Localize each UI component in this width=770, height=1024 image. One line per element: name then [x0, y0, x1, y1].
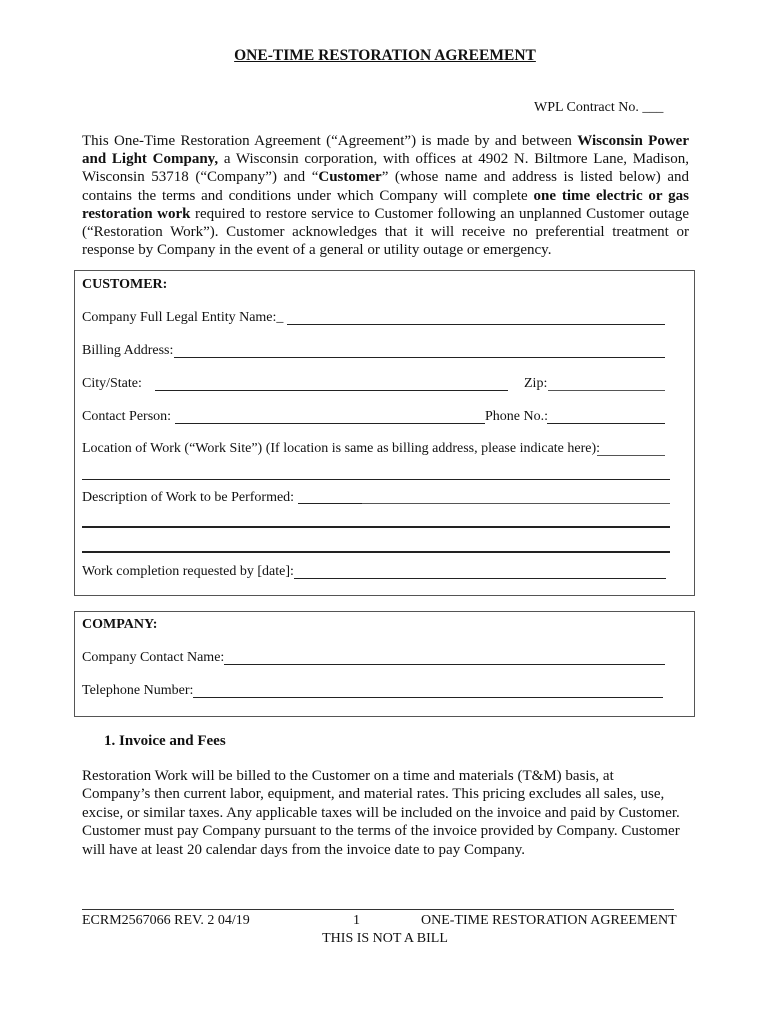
zip-label: Zip:	[524, 376, 548, 391]
intro-bold-text: Wisconsin Power and Light Company,	[82, 133, 689, 168]
section-1-body: Restoration Work will be billed to the Customer on a time and materials (T&M) basis, at Company’s then current labor, equipment, and material rates. This pricing excludes all sales, use, excise, or similar taxes. Any applicable taxes will be included on the invoice and paid by Customer. Customer must pay Company pursuant to the terms of the invoice provided by Company. Customer will have at least 20 calendar days from the invoice date to pay Company.	[82, 768, 680, 858]
contact-person-field[interactable]	[175, 423, 485, 424]
company-contact-field[interactable]	[224, 664, 665, 665]
footer-bill-notice: THIS IS NOT A BILL	[322, 931, 448, 946]
description-label: Description of Work to be Performed:	[82, 490, 295, 505]
work-location-same-field[interactable]	[597, 455, 665, 456]
phone-field[interactable]	[547, 423, 665, 424]
footer-form-id: ECRM2567066 REV. 2 04/19	[82, 913, 250, 928]
description-field-start[interactable]	[298, 503, 362, 504]
company-heading: COMPANY:	[82, 617, 158, 632]
city-state-label: City/State:	[82, 376, 142, 391]
contact-person-label: Contact Person:	[82, 409, 172, 424]
intro-bold-text: one time electric or gas restoration work	[82, 187, 689, 222]
intro-text: This One-Time Restoration Agreement (“Agreement”) is made by and between	[82, 133, 578, 149]
city-state-field[interactable]	[155, 390, 508, 391]
billing-address-label: Billing Address:	[82, 343, 174, 358]
legal-name-field[interactable]	[287, 324, 665, 325]
phone-label: Phone No.:	[485, 409, 548, 424]
billing-address-field[interactable]	[174, 357, 665, 358]
legal-name-label: Company Full Legal Entity Name:_	[82, 310, 284, 325]
completion-date-label: Work completion requested by [date]:	[82, 564, 294, 579]
telephone-label: Telephone Number:	[82, 683, 194, 698]
intro-bold-text: Customer	[318, 169, 382, 186]
footer-page-number: 1	[353, 913, 360, 928]
company-contact-label: Company Contact Name:	[82, 650, 225, 665]
footer-document-name: ONE-TIME RESTORATION AGREEMENT	[421, 913, 677, 928]
footer-rule	[82, 909, 674, 910]
document-title: ONE-TIME RESTORATION AGREEMENT	[234, 47, 536, 64]
intro-text: required to restore service to Customer following an unplanned Customer outage (“Restoration Work”). Customer acknowledges that it will receive no preferential treatment or response by Company in the event of a general or utility outage or emergency.	[82, 205, 689, 259]
intro-text: ” (whose name and address is listed below) and contains the terms and conditions under which Company will complete	[82, 169, 689, 204]
intro-text: a Wisconsin corporation, with offices at 4902 N. Biltmore Lane, Madison, Wisconsin 53718 (“Company”) and “	[82, 151, 689, 186]
contract-number: WPL Contract No. ___	[534, 100, 664, 115]
work-location-label: Location of Work (“Work Site”) (If location is same as billing address, please indicate here):	[82, 441, 601, 456]
section-1-heading: 1. Invoice and Fees	[104, 733, 226, 749]
telephone-field[interactable]	[193, 697, 663, 698]
description-field[interactable]	[362, 503, 670, 504]
intro-paragraph	[82, 132, 689, 259]
description-line-3[interactable]	[82, 551, 670, 553]
description-line-2[interactable]	[82, 526, 670, 528]
zip-field[interactable]	[548, 390, 665, 391]
work-location-field[interactable]	[82, 479, 670, 480]
completion-date-field[interactable]	[294, 578, 666, 579]
customer-heading: CUSTOMER:	[82, 277, 168, 292]
